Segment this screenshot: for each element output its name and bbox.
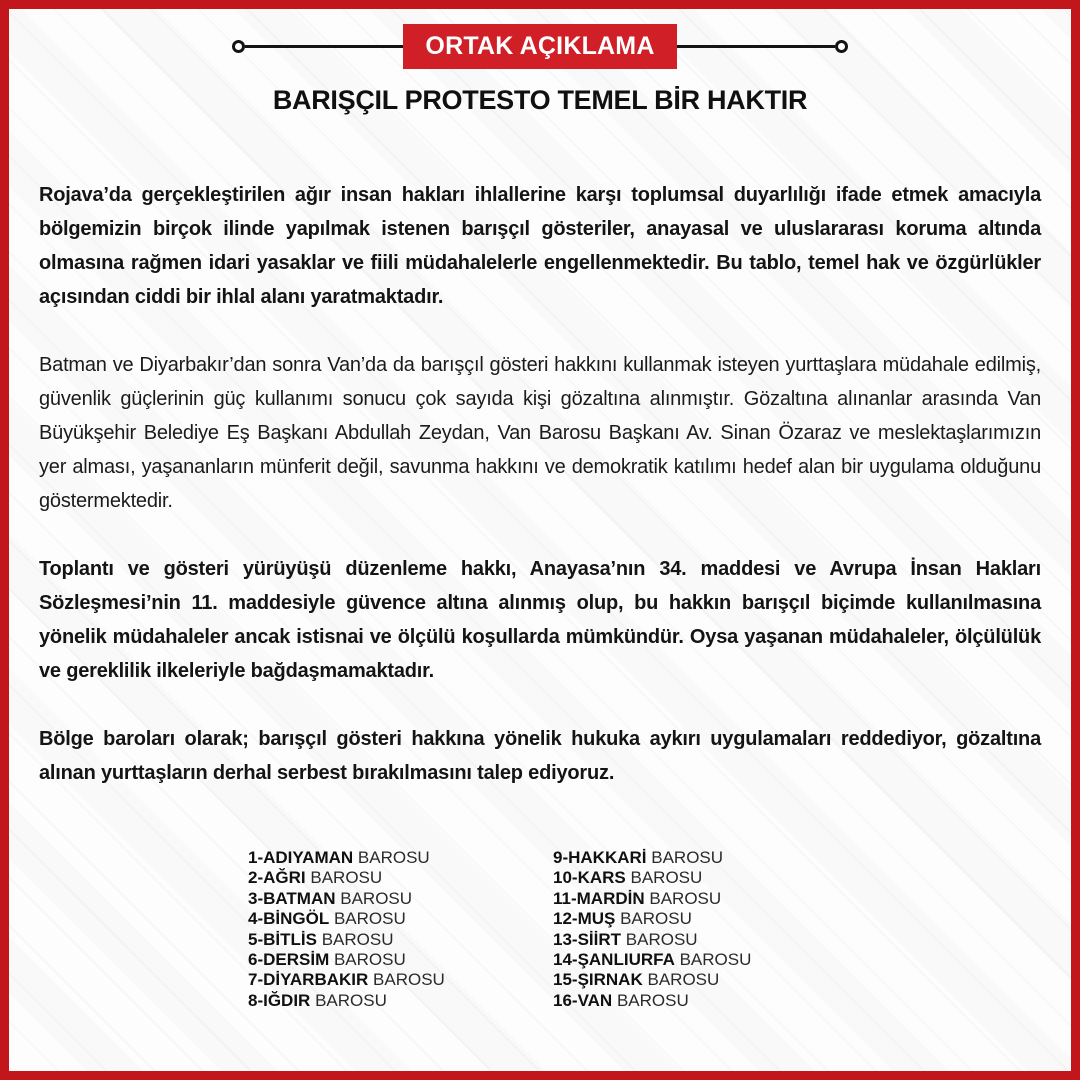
barosu-label: BAROSU [310, 868, 383, 888]
bar-name: 5-BİTLİS [248, 929, 317, 949]
bar-name: 10-KARS [553, 868, 626, 888]
page-title: BARIŞÇIL PROTESTO TEMEL BİR HAKTIR [272, 85, 808, 115]
bar-association-item [248, 970, 553, 990]
bar-association-item [553, 889, 751, 909]
bar-name: 16-VAN [553, 990, 613, 1010]
header-badge: ORTAK AÇIKLAMA [403, 24, 676, 69]
bar-name: 2-AĞRI [248, 868, 306, 888]
barosu-label: BAROSU [357, 848, 430, 867]
rule-endpoint-right-icon [835, 40, 848, 53]
barosu-label: BAROSU [333, 950, 406, 970]
bar-name: 11-MARDİN [553, 888, 645, 908]
bar-association-item [248, 868, 553, 888]
bar-name: 14-ŞANLIURFA [553, 950, 675, 970]
barosu-label: BAROSU [340, 888, 413, 908]
bar-name: 9-HAKKARİ [553, 848, 647, 867]
bar-association-item [553, 970, 751, 990]
bar-name: 12-MUŞ [553, 909, 616, 929]
bar-name: 8-IĞDIR [248, 990, 311, 1010]
rule-endpoint-left-icon [232, 40, 245, 53]
bar-association-item [553, 930, 751, 950]
paragraph-4: Bölge baroları olarak; barışçıl gösteri hakkına yönelik hukuka aykırı uygulamaları reddediyor, gözaltına alınan yurttaşların derhal serbest bırakılmasını talep ediyoruz. [39, 728, 1041, 784]
bar-associations-list [9, 848, 1071, 1011]
bar-association-item [553, 909, 751, 929]
barosu-label: BAROSU [649, 888, 722, 908]
rule-line-left [245, 45, 403, 48]
bar-association-item [248, 889, 553, 909]
bar-name: 1-ADIYAMAN [248, 848, 354, 867]
bar-association-item [553, 848, 751, 868]
barosu-label: BAROSU [647, 970, 720, 990]
bar-association-item [553, 991, 751, 1011]
barosu-label: BAROSU [630, 868, 703, 888]
barosu-label: BAROSU [321, 929, 394, 949]
paragraph-3: Toplantı ve gösteri yürüyüşü düzenleme hakkı, Anayasa’nın 34. maddesi ve Avrupa İnsan Hakları Sözleşmesi’nin 11. maddesiyle güvence altına alınmış olup, bu hakkın barışçıl biçimde kullanılmasına yönelik müdahaleler ancak istisnai ve ölçülü koşullarda mümkündür. Oysa yaşanan müdahaleler, ölçülülük ve gereklilik ilkeleriyle bağdaşmamaktadır. [39, 558, 1041, 682]
barosu-label: BAROSU [616, 990, 689, 1010]
bar-association-item [553, 868, 751, 888]
bar-association-item [248, 909, 553, 929]
barosu-label: BAROSU [620, 909, 692, 929]
bar-name: 6-DERSİM [248, 950, 330, 970]
barosu-label: BAROSU [625, 929, 698, 949]
bar-name: 13-SİİRT [553, 929, 622, 949]
bar-association-item [553, 950, 751, 970]
paragraph-2: Batman ve Diyarbakır’dan sonra Van’da da barışçıl gösteri hakkını kullanmak isteyen yurttaşlara müdahale edilmiş, güvenlik güçlerinin güç kullanımı sonucu çok sayıda kişi gözaltına alınmıştır. Gözaltına alınanlar arasında Van Büyükşehir Belediye Eş Başkanı Abdullah Zeydan, Van Barosu Başkanı Av. Sinan Özaraz ve meslektaşlarımızın yer alması, yaşananların münferit değil, savunma hakkını ve demokratik katılımı hedef alan bir uygulama olduğunu göstermektedir. [39, 354, 1041, 512]
bar-association-item [248, 991, 553, 1011]
bar-name: 4-BİNGÖL [248, 909, 330, 929]
bar-associations-column-left [248, 848, 553, 1011]
barosu-label: BAROSU [651, 848, 724, 867]
rule-line-right [677, 45, 835, 48]
bar-association-item [248, 950, 553, 970]
bar-name: 15-ŞIRNAK [553, 970, 643, 990]
statement-body [9, 178, 1071, 790]
header-rule [9, 24, 1071, 68]
barosu-label: BAROSU [315, 990, 387, 1010]
bar-name: 3-BATMAN [248, 888, 336, 908]
bar-associations-column-right [553, 848, 751, 1011]
bar-association-item [248, 930, 553, 950]
paragraph-1: Rojava’da gerçekleştirilen ağır insan hakları ihlallerine karşı toplumsal duyarlılığı ifade etmek amacıyla bölgemizin birçok ilinde yapılmak istenen barışçıl gösteriler, anayasal ve uluslararası koruma altında olmasına rağmen idari yasaklar ve fiili müdahalelerle engellenmektedir. Bu tablo, temel hak ve özgürlükler açısından ciddi bir ihlal alanı yaratmaktadır. [39, 184, 1041, 308]
bar-association-item [248, 848, 553, 868]
barosu-label: BAROSU [373, 970, 445, 990]
bar-name: 7-DİYARBAKIR [248, 970, 369, 990]
barosu-label: BAROSU [679, 950, 752, 970]
barosu-label: BAROSU [333, 909, 406, 929]
